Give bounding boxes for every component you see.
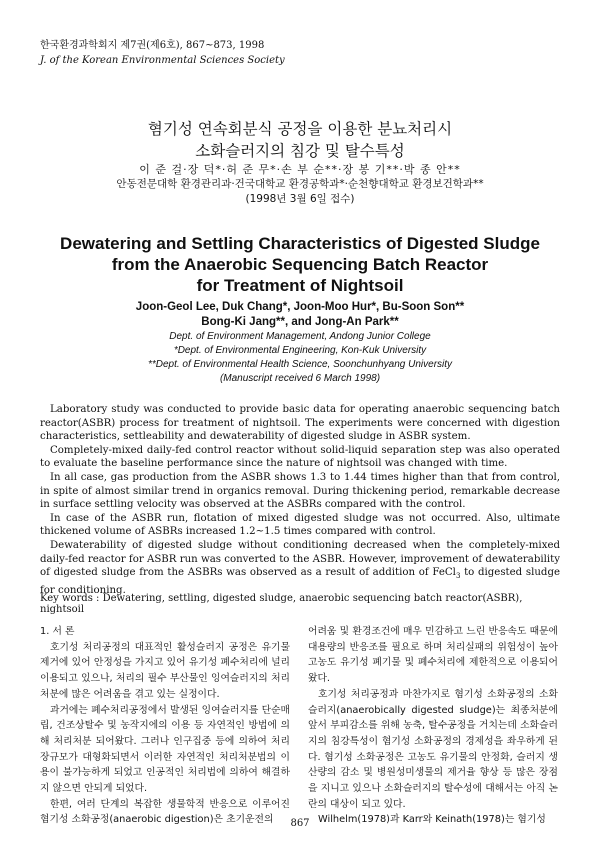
- korean-title-line-2: 소화슬러지의 침강 및 탈수특성: [195, 142, 405, 160]
- body-paragraph: 호기성 처리공정의 대표적인 활성슬러지 공정은 유기물제거에 있어 안정성을 가지고 있어 유기성 폐수처리에 널리 이용되고 있으나, 처리의 필수 부산물인 잉여슬러지의 처리처분에 많은 어려움을 겪고 있는 실정이다.: [40, 641, 290, 700]
- korean-title: [0, 118, 600, 162]
- journal-name-en: J. of the Korean Environmental Sciences Society: [40, 55, 285, 66]
- korean-author-block: [0, 162, 600, 207]
- keywords: Key words : Dewatering, settling, digested sludge, anaerobic sequencing batch reactor(ASBR), nightsoil: [40, 593, 523, 615]
- korean-title-line-1: 혐기성 연속회분식 공정을 이용한 분뇨처리시: [147, 120, 453, 138]
- english-received-date: (Manuscript received 6 March 1998): [219, 373, 381, 384]
- body-paragraph: 호기성 처리공정과 마찬가지로 혐기성 소화공정의 소화슬러지(anaerobically digested sludge)는 최종처분에 앞서 부피감소를 위해 농축, 탈수공정을 거치는데 소화슬러지의 침강특성이 혐기성 소화공정의 경제성을 좌우하게 된다. 혐기성 소화공정은 고농도 유기물의 안정화, 슬러지 생산량의 감소 및 병원성미생물의 제거율 향상 등 많은 장점을 지니고 있으나 소화슬러지의 탈수성에 대해서는 아직 논란의 대상이 되고 있다.: [308, 688, 558, 810]
- english-affiliation-2: *Dept. of Environmental Engineering, Kon-Kuk University: [173, 345, 427, 356]
- english-title-line-1: Dewatering and Settling Characteristics of Digested Sludge: [60, 234, 540, 253]
- english-title: [0, 233, 600, 296]
- body-paragraph: Wilhelm(1978)과 Karr와 Keinath(1978)는 혐기성: [318, 814, 546, 826]
- abstract-paragraph-1: Laboratory study was conducted to provide basic data for operating anaerobic sequencing batch reactor(ASBR) process for treatment of nightsoil. The experiments were concerned with digestion characteristics, settleability and dewaterability of digested sludge in ASBR system.: [40, 404, 560, 443]
- korean-received-date: (1998년 3월 6일 접수): [245, 193, 355, 205]
- korean-affiliations: 안동전문대학 환경관리과·건국대학교 환경공학과*·순천향대학교 환경보건학과**: [116, 178, 484, 190]
- body-paragraph: 과거에는 폐수처리공정에서 발생된 잉여슬러지를 단순매립, 건조상탈수 및 농작지에의 이용 등 자연적인 방법에 의해 처리처분 되어왔다. 그러나 인구집중 등에 의하여 처리장규모가 대형화되면서 이러한 자연적인 처리처분법의 이용이 불가능하게 되었고 인공적인 처리법에 의하여 해결하지 않으면 안되게 되었다.: [40, 704, 290, 795]
- english-title-line-3: for Treatment of Nightsoil: [196, 276, 404, 295]
- abstract: [40, 403, 560, 597]
- korean-authors: 이 준 걸·장 덕*·허 준 무*·손 부 순**·장 봉 기**·박 종 안**: [139, 163, 461, 176]
- english-affiliation-3: **Dept. of Environmental Health Science, Soonchunhyang University: [147, 359, 453, 370]
- english-title-line-2: from the Anaerobic Sequencing Batch Reactor: [111, 255, 489, 274]
- abstract-paragraph-3: In all case, gas production from the ASBR shows 1.3 to 1.44 times higher than that from control, in spite of almost similar trend in organics removal. During thickening period, remarkable decrease in surface settling velocity was observed at the ASBRs compared with the control.: [40, 471, 560, 511]
- page-number: 867: [290, 818, 310, 829]
- english-authors-line-2: Bong-Ki Jang**, and Jong-An Park**: [201, 316, 399, 328]
- abstract-paragraph-5: [40, 539, 560, 597]
- body-paragraph: 어려움 및 환경조건에 매우 민감하고 느린 반응속도 때문에 대용량의 반응조를 필요로 하며 처리실패의 위험성이 높아 고농도 유기성 폐기물 및 폐수처리에 제한적으로 이용되어왔다.: [308, 626, 558, 685]
- body-paragraph: 한편, 여러 단계의 복잡한 생물학적 반응으로 이루어진 혐기성 소화공정(anaerobic digestion)은 초기운전의: [40, 798, 290, 826]
- abstract-p5-text: Dewaterability of digested sludge without conditioning decreased when the completely-mixed daily-fed reactor for ASBR run was converted to the ASBR. However, improvement of dewaterability of digested sludge from the ASBRs was observed as a result of addition of FeCl: [40, 539, 560, 579]
- journal-citation-kr: 한국환경과학회지 제7권(제6호), 867~873, 1998: [40, 40, 265, 51]
- body-column-left: [40, 624, 290, 828]
- english-affiliation-1: Dept. of Environment Management, Andong Junior College: [169, 331, 431, 342]
- section-heading-introduction: 1. 서 론: [40, 626, 75, 637]
- body-column-right: [308, 624, 558, 828]
- english-author-block: [0, 300, 600, 386]
- english-authors-line-1: Joon-Geol Lee, Duk Chang*, Joon-Moo Hur*, Bu-Soon Son**: [135, 301, 465, 313]
- abstract-p5-text-end: to digested sludge for conditioning.: [40, 567, 560, 596]
- abstract-paragraph-4: In case of the ASBR run, flotation of mixed digested sludge was not occurred. Also, ultimate thickened volume of ASBRs increased 1.2~1.5 times compared with control.: [40, 512, 560, 538]
- abstract-paragraph-2: Completely-mixed daily-fed control reactor without solid-liquid separation step was also operated to evaluate the baseline performance since the nature of nightsoil was changed with time.: [40, 444, 560, 470]
- journal-header: [40, 38, 285, 68]
- abstract-p5-subscript: 3: [455, 572, 461, 581]
